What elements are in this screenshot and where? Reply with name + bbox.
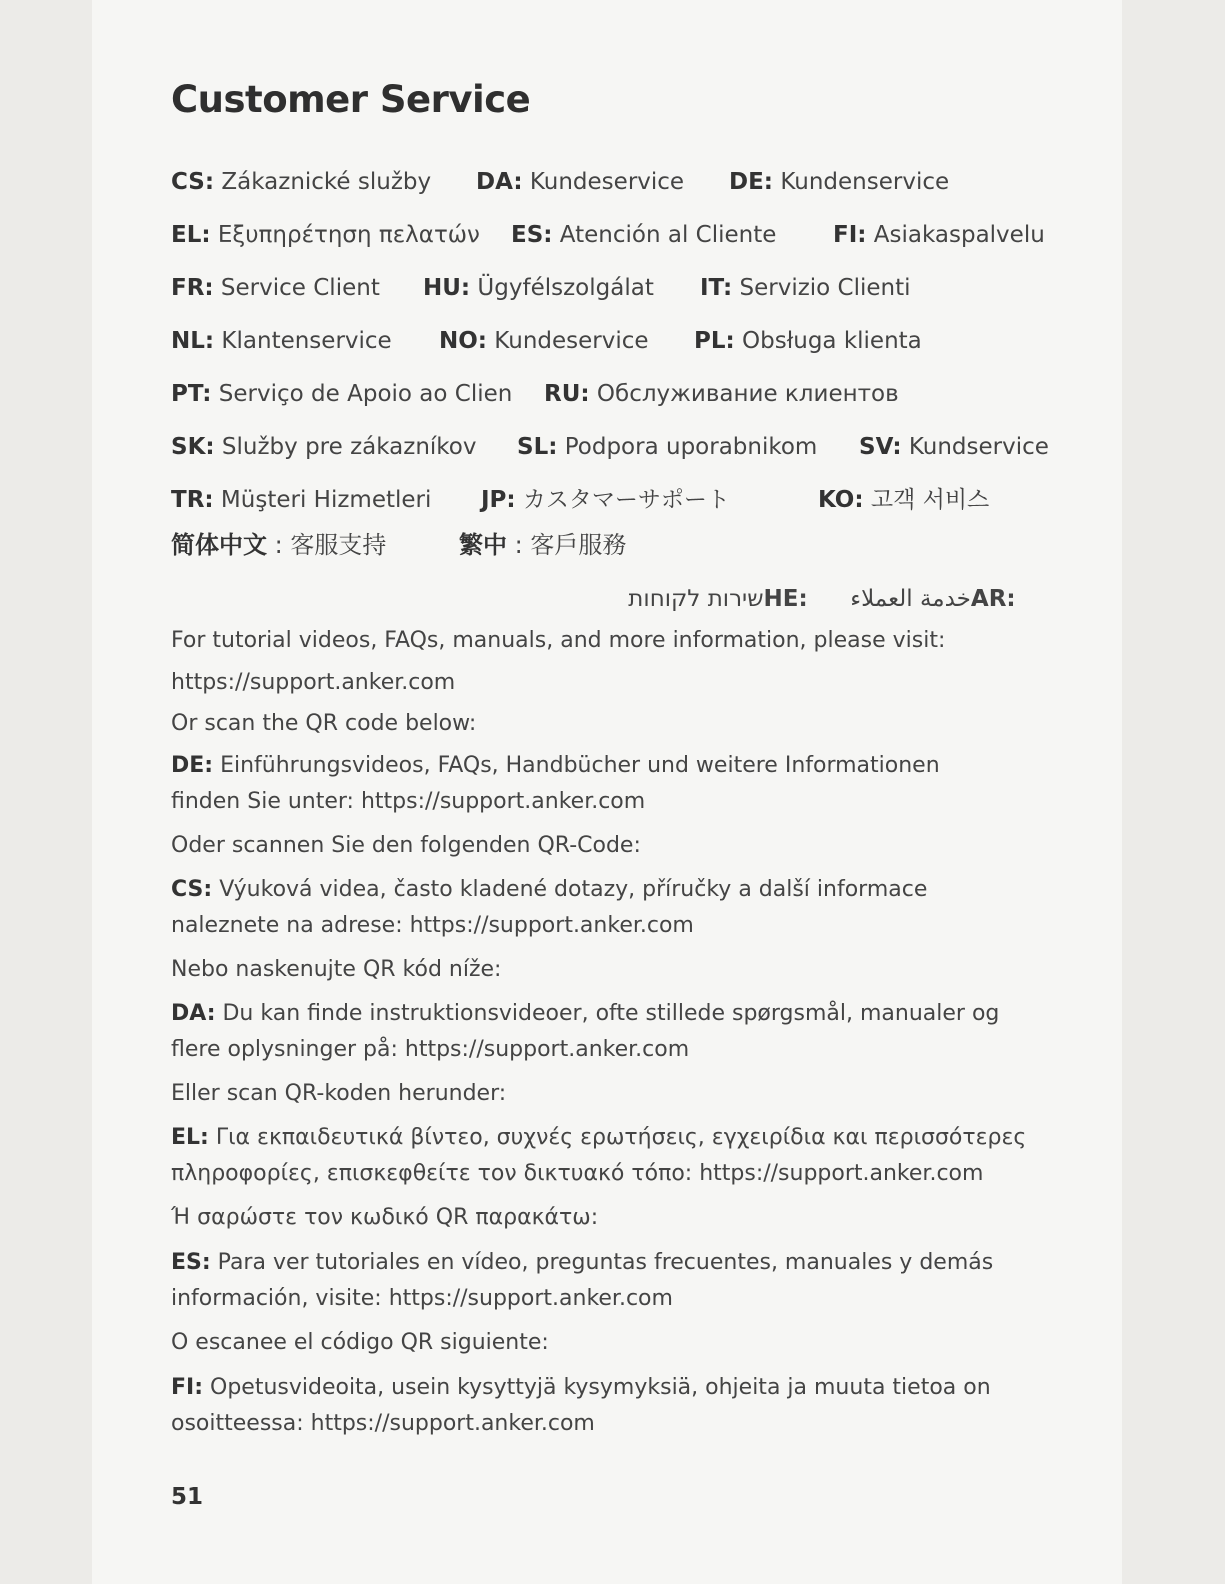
paragraph-line: finden Sie unter: https://support.anker.com — [171, 789, 646, 814]
language-entry-pt — [171, 379, 512, 409]
language-text: Zákaznické služby — [214, 169, 432, 195]
language-text: : 客戶服務 — [507, 531, 627, 559]
language-entry-da — [476, 167, 684, 197]
info-paragraph-el-line2 — [171, 1156, 1046, 1192]
language-code: ES: — [171, 1250, 211, 1275]
language-code: SL: — [517, 434, 558, 460]
language-code: EL: — [171, 1125, 209, 1150]
language-code: CS: — [171, 169, 215, 195]
language-entry-ko — [818, 485, 989, 515]
language-code: PL: — [694, 328, 735, 354]
support-link[interactable] — [171, 665, 1046, 701]
language-entry-zh-hant — [459, 530, 626, 560]
language-code: FR: — [171, 275, 214, 301]
language-code: EL: — [171, 222, 211, 248]
language-text: カスタマーサポート — [515, 487, 730, 513]
language-text: Ügyfélszolgálat — [470, 275, 654, 301]
language-text: 고객 서비스 — [863, 487, 990, 513]
info-paragraph-de — [171, 748, 1046, 784]
language-entry-no — [439, 326, 649, 356]
qr-instruction-da — [171, 1076, 1046, 1112]
paragraph-line: Výuková videa, často kladené dotazy, příručky a další informace — [212, 877, 928, 902]
language-text: שירות לקוחות — [621, 586, 764, 612]
language-entry-ar — [843, 584, 1016, 614]
language-code: TR: — [171, 487, 214, 513]
language-entry-nl — [171, 326, 392, 356]
language-code: RU: — [544, 381, 590, 407]
language-code: DE: — [171, 753, 214, 778]
language-entry-cs — [171, 167, 431, 197]
language-code: HU: — [423, 275, 471, 301]
info-paragraph-fi — [171, 1370, 1046, 1406]
language-text: Kundservice — [901, 434, 1049, 460]
language-entry-hu — [423, 273, 654, 303]
language-entry-he — [621, 584, 808, 614]
language-code: SV: — [859, 434, 902, 460]
qr-instruction-cs — [171, 952, 1046, 988]
qr-instruction-el — [171, 1200, 1046, 1236]
paragraph-line: O escanee el código QR siguiente: — [171, 1330, 549, 1355]
info-paragraph-da — [171, 996, 1046, 1032]
paragraph-line: Nebo naskenujte QR kód níže: — [171, 957, 502, 982]
language-text: Εξυπηρέτηση πελατών — [210, 222, 480, 248]
language-code: NL: — [171, 328, 215, 354]
language-code: SK: — [171, 434, 215, 460]
language-code: DA: — [171, 1001, 216, 1026]
language-code: CS: — [171, 877, 213, 902]
info-paragraph-es-line2 — [171, 1281, 1046, 1317]
paragraph-line: Or scan the QR code below: — [171, 711, 477, 736]
paragraph-line: información, visite: https://support.anker.com — [171, 1286, 673, 1311]
language-text: خدمة العملاء — [843, 586, 971, 612]
paragraph-line: Για εκπαιδευτικά βίντεο, συχνές ερωτήσεις, εγχειρίδια και περισσότερες — [208, 1125, 1027, 1150]
language-text: Kundenservice — [773, 169, 950, 195]
info-paragraph-fi-line2 — [171, 1406, 1046, 1442]
language-text: Obsługa klienta — [734, 328, 922, 354]
language-text: Klantenservice — [214, 328, 392, 354]
paragraph-line: Du kan finde instruktionsvideoer, ofte stillede spørgsmål, manualer og — [215, 1001, 1000, 1026]
info-paragraph-en — [171, 623, 1046, 659]
info-paragraph-de-line2 — [171, 784, 1046, 820]
paragraph-line: Einführungsvideos, FAQs, Handbücher und weitere Informationen — [213, 753, 940, 778]
language-code: AR: — [970, 586, 1016, 612]
language-entry-sk — [171, 432, 476, 462]
language-text: : 客服支持 — [267, 531, 387, 559]
language-code: 繁中 — [459, 531, 507, 559]
language-code: KO: — [818, 487, 864, 513]
language-code: HE: — [763, 586, 808, 612]
language-entry-fr — [171, 273, 380, 303]
info-paragraph-es — [171, 1245, 1046, 1281]
language-entry-it — [700, 273, 911, 303]
paragraph-line: For tutorial videos, FAQs, manuals, and more information, please visit: — [171, 628, 946, 653]
language-code: FI: — [171, 1375, 204, 1400]
language-text: Müşteri Hizmetleri — [213, 487, 432, 513]
language-entry-de — [729, 167, 949, 197]
language-entry-tr — [171, 485, 431, 515]
language-text: Service Client — [213, 275, 380, 301]
language-text: Atención al Cliente — [552, 222, 777, 248]
language-entry-el — [171, 220, 480, 250]
language-code: NO: — [439, 328, 487, 354]
paragraph-line: Ή σαρώστε τον κωδικό QR παρακάτω: — [171, 1205, 599, 1230]
language-text: Asiakaspalvelu — [866, 222, 1045, 248]
language-entry-pl — [694, 326, 922, 356]
language-code: DE: — [729, 169, 774, 195]
qr-instruction-es — [171, 1325, 1046, 1361]
info-paragraph-cs — [171, 872, 1046, 908]
language-text: Обслуживание клиентов — [589, 381, 899, 407]
language-text: Kundeservice — [487, 328, 649, 354]
language-text: Kundeservice — [522, 169, 685, 195]
language-code: JP: — [481, 487, 516, 513]
paragraph-line: πληροφορίες, επισκεφθείτε τον δικτυακό τόπο: https://support.anker.com — [171, 1161, 984, 1186]
paragraph-line: flere oplysninger på: https://support.anker.com — [171, 1037, 690, 1062]
language-text: Serviço de Apoio ao Clien — [211, 381, 513, 407]
qr-instruction-en — [171, 706, 1046, 742]
language-entry-sv — [859, 432, 1049, 462]
paragraph-line: Oder scannen Sie den folgenden QR-Code: — [171, 833, 641, 858]
info-paragraph-cs-line2 — [171, 908, 1046, 944]
paragraph-line: https://support.anker.com — [171, 670, 456, 695]
paragraph-line: Eller scan QR-koden herunder: — [171, 1081, 507, 1106]
language-code: IT: — [700, 275, 733, 301]
language-code: DA: — [476, 169, 523, 195]
language-entry-zh-hans — [171, 530, 386, 560]
language-entry-fi — [833, 220, 1045, 250]
qr-instruction-de — [171, 828, 1046, 864]
paragraph-line: osoitteessa: https://support.anker.com — [171, 1411, 595, 1436]
language-entry-es — [511, 220, 776, 250]
language-text: Podpora uporabnikom — [557, 434, 818, 460]
language-entry-ru — [544, 379, 899, 409]
language-code: 简体中文 — [171, 531, 267, 559]
language-entry-jp — [481, 485, 730, 515]
language-code: FI: — [833, 222, 867, 248]
info-paragraph-da-line2 — [171, 1032, 1046, 1068]
paragraph-line: Opetusvideoita, usein kysyttyjä kysymyksiä, ohjeita ja muuta tietoa on — [203, 1375, 991, 1400]
language-code: PT: — [171, 381, 212, 407]
language-code: ES: — [511, 222, 553, 248]
paragraph-line: Para ver tutoriales en vídeo, preguntas frecuentes, manuales y demás — [210, 1250, 994, 1275]
info-paragraph-el — [171, 1120, 1046, 1156]
paragraph-line: naleznete na adrese: https://support.anker.com — [171, 913, 694, 938]
language-text: Služby pre zákazníkov — [214, 434, 477, 460]
language-entry-sl — [517, 432, 817, 462]
language-text: Servizio Clienti — [732, 275, 911, 301]
page-title: Customer Service — [171, 78, 531, 121]
page-number: 51 — [171, 1484, 204, 1510]
